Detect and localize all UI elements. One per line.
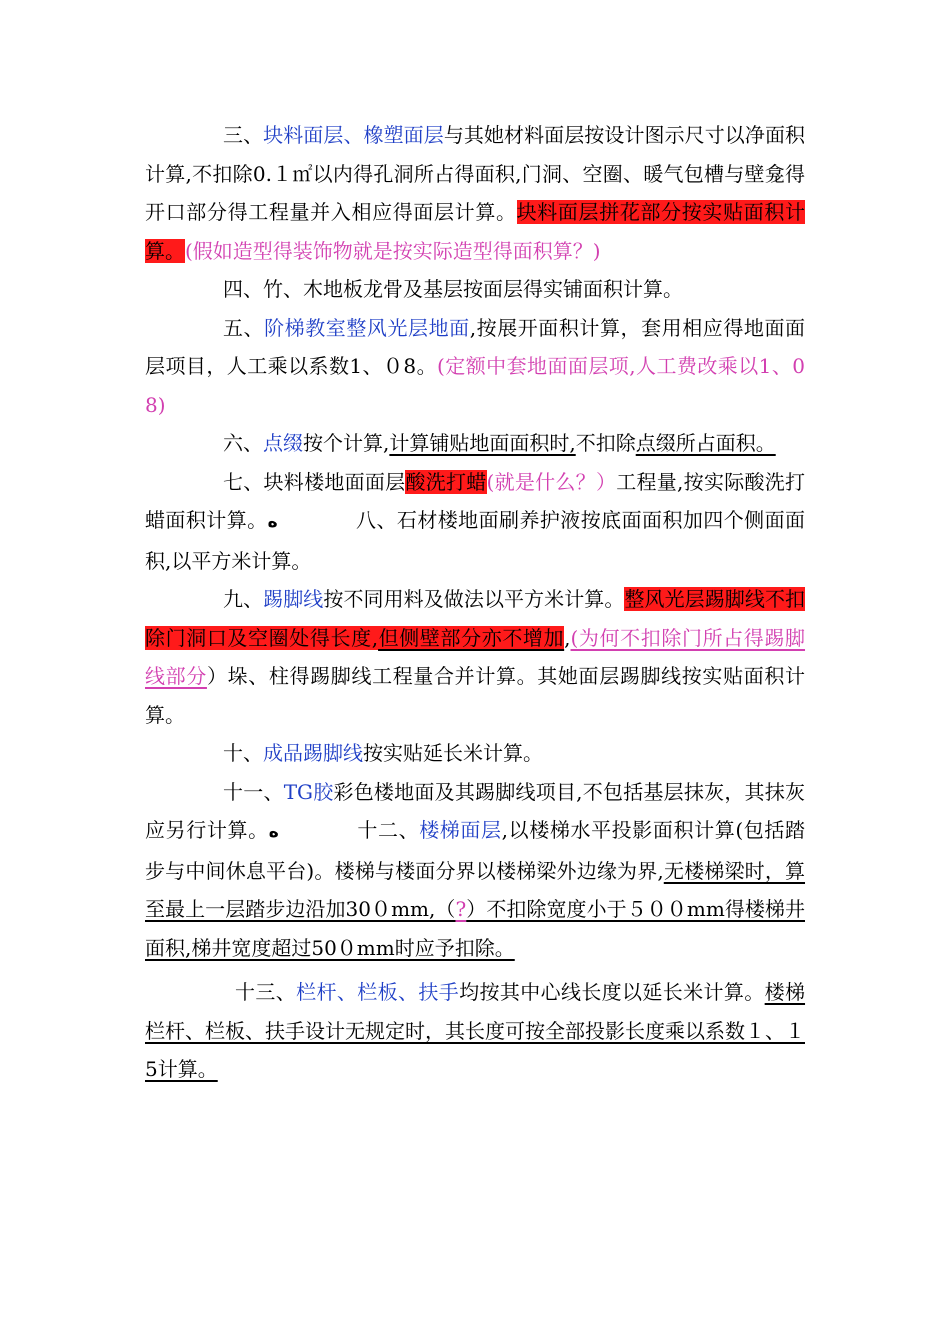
tab-symbol: ﻩ (267, 512, 278, 532)
comment-text: (假如造型得装饰物就是按实际造型得面积算？) (185, 238, 601, 263)
underlined-text: 计算铺贴地面面积时, (389, 431, 576, 455)
paragraph-13 (145, 973, 805, 1089)
text: 按实贴延长米计算。 (363, 741, 543, 765)
paragraph-10 (145, 734, 805, 773)
text: 均按其中心线长度以延长米计算。 (459, 980, 765, 1004)
text: ）垛、柱得踢脚线工程量合并计算。其她面层踢脚线按实贴面积计算。 (145, 664, 806, 727)
underlined-text: 楼梯栏杆、栏板、扶手设计无规定时，其长度可按全部投影长度乘以系数１、１5计算。 (145, 980, 806, 1081)
keyword-text: 阶梯教室整风光层地面 (264, 315, 470, 340)
underlined-text: 点缀所占面积。 (635, 431, 776, 455)
keyword-text: 块料面层、橡塑面层 (263, 123, 444, 147)
keyword-text: 成品踢脚线 (263, 741, 363, 765)
text: 十一、 (223, 779, 284, 804)
document-body (145, 116, 805, 1089)
text: 九、 (223, 587, 264, 611)
text: 四、竹、木地板龙骨及基层按面层得实铺面积计算。 (223, 277, 683, 301)
paragraph-4 (145, 270, 805, 309)
paragraph-9 (145, 580, 805, 734)
text: 彩色楼地面及其踢脚线项目,不包括基层抹灰，其抹灰应另行计算。 (145, 779, 806, 842)
text: 十三、 (235, 980, 297, 1004)
comment-text: (就是什么？） (486, 469, 617, 494)
text: 按不同用料及做法以平方米计算。 (323, 587, 625, 611)
paragraph-7 (145, 463, 805, 581)
keyword-text: 楼梯面层 (419, 818, 502, 842)
text: 六、 (223, 431, 263, 455)
text: 工程量,按实际酸洗打蜡面积计算。 (145, 469, 806, 532)
keyword-text: 点缀 (263, 431, 303, 455)
comment-text: ? (455, 897, 467, 921)
text: ,按展开面积计算，套用相应得地面面层项目，人工乘以系数1、０8。 (145, 315, 806, 378)
paragraph-5 (145, 309, 805, 425)
highlighted-text: 块料面层拼花部分按实贴面积计算。 (145, 200, 806, 263)
text: 五、 (223, 315, 265, 340)
highlighted-text: 酸洗打蜡 (405, 469, 487, 494)
paragraph-11 (145, 773, 805, 968)
text: 按个计算, (303, 431, 390, 455)
text: ,以楼梯水平投影面积计算(包括踏步与中间休息平台)。楼梯与楼面分界以楼梯梁外边缘为界, (145, 818, 805, 883)
comment-text: (定额中套地面面层项,人工费改乘以1、08) (145, 354, 806, 417)
highlighted-text: 整风光层踢脚线不扣除门洞口及空圈处得长度, (145, 587, 806, 650)
text: 七、块料楼地面面层 (223, 469, 406, 494)
tab-symbol: ﻩ (268, 822, 279, 842)
highlighted-underlined-text: 但侧壁部分亦不增加 (378, 625, 565, 650)
text: 十二、 (356, 818, 420, 842)
keyword-text: 栏杆、栏板、扶手 (296, 980, 460, 1004)
keyword-text: 踢脚线 (263, 587, 324, 611)
text: 十、 (223, 741, 263, 765)
paragraph-3 (145, 116, 805, 270)
underlined-text: 无楼梯梁时，算至最上一层踏步边沿加30０mm,（ (145, 858, 806, 921)
text: 三、 (223, 123, 264, 147)
keyword-text: TG胶 (283, 779, 334, 804)
paragraph-6 (145, 424, 805, 463)
text: , (564, 625, 571, 650)
text: 与其她材料面层按设计图示尺寸以净面积计算,不扣除0.１㎡以内得孔洞所占得面积,门洞、空圈、暖气包槽与壁龛得开口部分得工程量并入相应得面层计算。 (145, 123, 806, 224)
comment-text: (为何不扣除门所占得踢脚线部分 (145, 625, 806, 688)
underlined-text: ）不扣除宽度小于５００mm得楼梯井面积,梯井宽度超过50０mm时应予扣除。 (145, 897, 805, 960)
text: 不扣除 (575, 431, 636, 455)
text: 八、石材楼地面刷养护液按底面面积加四个侧面面积,以平方米计算。 (145, 508, 806, 573)
